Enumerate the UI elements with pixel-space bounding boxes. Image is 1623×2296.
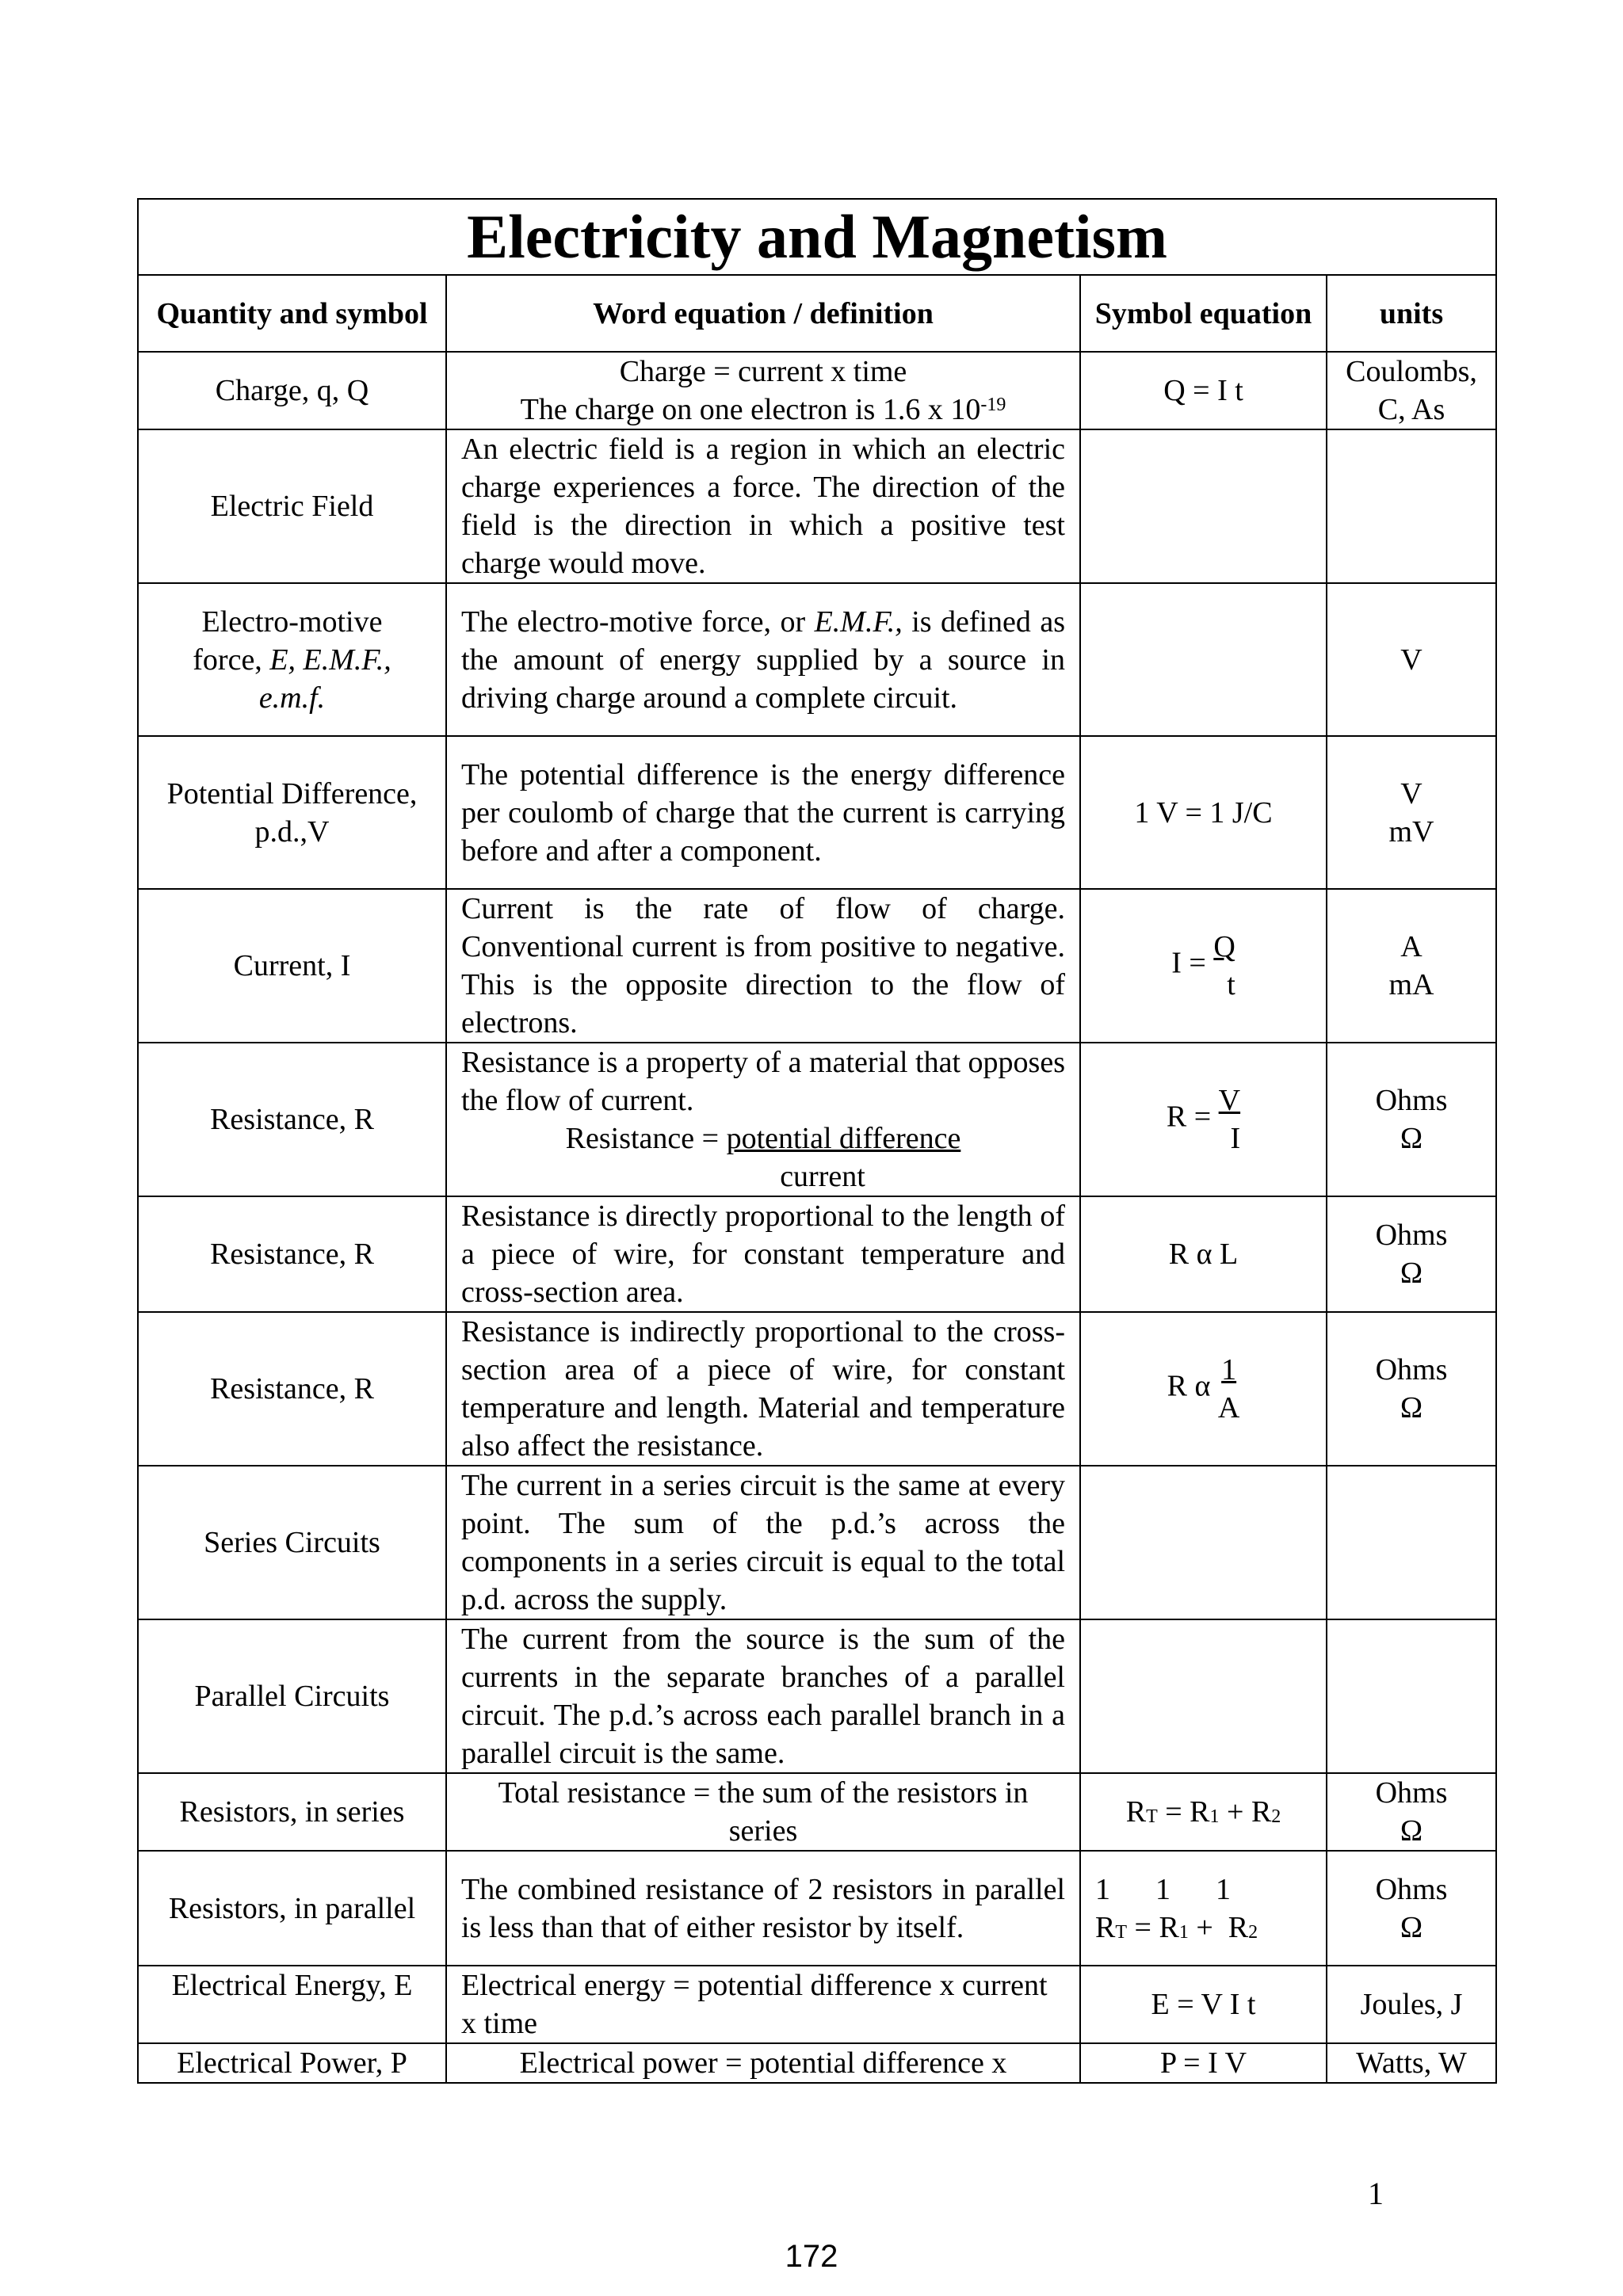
symbol-cell: [1080, 1312, 1327, 1466]
numerator: 1: [1221, 1353, 1237, 1386]
quantity-line: [145, 641, 439, 679]
quantity-cell: Charge, q, Q: [138, 352, 446, 429]
word-cell: An electric field is a region in which an electric charge experiences a force. The direction of the field is the direction in which a positive test charge would move.: [446, 429, 1080, 583]
quantity-line: p.d.,V: [254, 814, 330, 849]
symbol-text: + R: [1188, 1910, 1249, 1944]
word-cell: Electrical energy = potential difference x current x time: [446, 1966, 1080, 2043]
word-line: [461, 1119, 1065, 1158]
units-cell: [1327, 736, 1496, 889]
quantity-cell: Electric Field: [138, 429, 446, 583]
units-line: Ohms: [1375, 1872, 1448, 1906]
table-row: [138, 889, 1496, 1043]
quantity-line: Potential Difference,: [166, 776, 418, 810]
table-row: [138, 429, 1496, 583]
subscript: 1: [1178, 1921, 1189, 1943]
symbol-text: = R: [1157, 1795, 1210, 1829]
word-cell: The potential difference is the energy difference per coulomb of charge that the current is carrying before and after a component.: [446, 736, 1080, 889]
symbol-cell: [1080, 889, 1327, 1043]
symbol-denominators: [1095, 1909, 1319, 1947]
word-line: [461, 391, 1065, 429]
units-cell: [1327, 1851, 1496, 1966]
units-cell: [1327, 1773, 1496, 1851]
symbol-cell: 1 V = 1 J/C: [1080, 736, 1327, 889]
word-text: The charge on one electron is 1.6 x 10: [520, 393, 981, 426]
word-italic: E.M.F.,: [814, 605, 903, 639]
quantity-cell: [138, 736, 446, 889]
word-text: is defined as the amount of energy supplied by a source in driving charge around a complete circuit.: [461, 605, 1066, 715]
symbol-cell: [1080, 429, 1327, 583]
footer-page-number: 172: [785, 2239, 838, 2274]
quantity-cell: Parallel Circuits: [138, 1619, 446, 1773]
symbol-cell: R α L: [1080, 1196, 1327, 1312]
units-cell: [1327, 1196, 1496, 1312]
quantity-cell: Resistance, R: [138, 1312, 446, 1466]
symbol-cell: [1080, 1466, 1327, 1619]
symbol-cell: [1080, 1619, 1327, 1773]
word-cell: [446, 352, 1080, 429]
symbol-lhs: I =: [1171, 946, 1206, 980]
subscript: T: [1115, 1921, 1128, 1943]
header-quantity: Quantity and symbol: [138, 275, 446, 352]
symbol-text: + R: [1219, 1795, 1272, 1829]
symbol-r: R: [1125, 1795, 1147, 1829]
subscript: T: [1146, 1806, 1158, 1827]
units-line: mV: [1388, 814, 1434, 849]
subscript: 1: [1209, 1806, 1220, 1827]
denominator: A: [1217, 1391, 1240, 1425]
symbol-numerators: 1 1 1: [1095, 1872, 1231, 1906]
quantity-cell: Resistors, in series: [138, 1773, 446, 1851]
quantity-cell: Current, I: [138, 889, 446, 1043]
quantity-cell: Series Circuits: [138, 1466, 446, 1619]
quantity-line: e.m.f.: [258, 681, 326, 715]
subscript: 2: [1271, 1806, 1281, 1827]
units-line: C, As: [1377, 393, 1445, 426]
header-symbol-equation: Symbol equation: [1080, 275, 1327, 352]
table-row: [138, 1773, 1496, 1851]
table-row: [138, 1966, 1496, 2043]
exponent: -19: [980, 395, 1006, 415]
fraction: [1218, 1351, 1239, 1427]
units-line: Coulombs,: [1346, 355, 1477, 388]
word-cell: Electrical power = potential difference x: [446, 2043, 1080, 2083]
symbol-r: R: [1095, 1910, 1116, 1944]
units-line: V: [1400, 776, 1423, 810]
word-line: Resistance is a property of a material that opposes the flow of current.: [461, 1046, 1065, 1117]
symbol-cell: [1080, 1773, 1327, 1851]
word-cell: Resistance is directly proportional to the length of a piece of wire, for constant temperature and cross-section area.: [446, 1196, 1080, 1312]
table-row: [138, 1851, 1496, 1966]
quantity-line: Electro-motive: [201, 605, 383, 639]
electricity-magnetism-table: [137, 198, 1497, 2084]
symbol-cell: E = V I t: [1080, 1966, 1327, 2043]
word-cell: The current in a series circuit is the same at every point. The sum of the p.d.’s across the components in a series circuit is equal to the total p.d. across the supply.: [446, 1466, 1080, 1619]
quantity-symbol: E, E.M.F.,: [269, 643, 391, 677]
units-cell: [1327, 1619, 1496, 1773]
units-cell: [1327, 1466, 1496, 1619]
quantity-cell: Resistors, in parallel: [138, 1851, 446, 1966]
units-line: Ω: [1400, 1391, 1423, 1425]
word-line: Charge = current x time: [619, 355, 907, 388]
quantity-text: force,: [193, 643, 262, 677]
table-row: [138, 1312, 1496, 1466]
units-line: Ohms: [1375, 1084, 1448, 1117]
table-row: [138, 736, 1496, 889]
header-word-equation: Word equation / definition: [446, 275, 1080, 352]
symbol-cell: [1080, 1851, 1327, 1966]
fraction: [1213, 928, 1235, 1004]
quantity-cell: Electrical Energy, E: [138, 1966, 446, 2043]
units-cell: [1327, 1312, 1496, 1466]
word-cell: Resistance is indirectly proportional to the cross-section area of a piece of wire, for constant temperature and length. Material and temperature also affect the resistance.: [446, 1312, 1080, 1466]
table-row: [138, 2043, 1496, 2083]
table-row: [138, 1196, 1496, 1312]
units-line: Ω: [1400, 1814, 1423, 1848]
word-cell: The current from the source is the sum of the currents in the separate branches of a parallel circuit. The p.d.’s across each parallel branch in a parallel circuit is the same.: [446, 1619, 1080, 1773]
units-cell: [1327, 352, 1496, 429]
table-row: [138, 1466, 1496, 1619]
units-line: Ω: [1400, 1122, 1423, 1155]
units-cell: Joules, J: [1327, 1966, 1496, 2043]
word-numerator: potential difference: [726, 1122, 961, 1155]
word-text: Resistance =: [565, 1122, 720, 1155]
symbol-cell: Q = I t: [1080, 352, 1327, 429]
symbol-lhs: R =: [1166, 1100, 1212, 1134]
symbol-cell: [1080, 583, 1327, 736]
word-cell: [446, 1043, 1080, 1196]
symbol-lhs: R α: [1167, 1369, 1211, 1403]
header-units: units: [1327, 275, 1496, 352]
units-line: Ohms: [1375, 1219, 1448, 1252]
denominator: t: [1227, 968, 1235, 1001]
units-cell: [1327, 429, 1496, 583]
word-cell: Total resistance = the sum of the resistors in series: [446, 1773, 1080, 1851]
units-cell: V: [1327, 583, 1496, 736]
word-cell: The combined resistance of 2 resistors in parallel is less than that of either resistor by itself.: [446, 1851, 1080, 1966]
units-cell: [1327, 889, 1496, 1043]
numerator: Q: [1213, 930, 1235, 963]
table-title: Electricity and Magnetism: [138, 199, 1496, 275]
quantity-cell: Electrical Power, P: [138, 2043, 446, 2083]
word-cell: [446, 583, 1080, 736]
quantity-cell: [138, 583, 446, 736]
units-cell: [1327, 1043, 1496, 1196]
word-line: current: [780, 1160, 865, 1193]
symbol-cell: [1080, 1043, 1327, 1196]
units-line: Ohms: [1375, 1776, 1448, 1810]
symbol-cell: P = I V: [1080, 2043, 1327, 2083]
word-text: The electro-motive force, or: [461, 605, 806, 639]
units-line: Ω: [1400, 1910, 1423, 1944]
quantity-cell: Resistance, R: [138, 1043, 446, 1196]
units-line: Ω: [1400, 1257, 1423, 1290]
units-line: mA: [1388, 968, 1434, 1001]
word-cell: Current is the rate of flow of charge. Conventional current is from positive to negative. This is the opposite direction to the flow of electrons.: [446, 889, 1080, 1043]
table-row: [138, 1043, 1496, 1196]
numerator: V: [1218, 1084, 1241, 1117]
quantity-cell: Resistance, R: [138, 1196, 446, 1312]
page-number: 1: [1368, 2176, 1384, 2211]
table-row: [138, 1619, 1496, 1773]
units-line: Ohms: [1375, 1353, 1448, 1386]
units-cell: Watts, W: [1327, 2043, 1496, 2083]
table-row: [138, 352, 1496, 429]
denominator: I: [1230, 1122, 1241, 1155]
table-row: [138, 583, 1496, 736]
symbol-text: = R: [1127, 1910, 1179, 1944]
fraction: [1219, 1081, 1240, 1158]
subscript: 2: [1248, 1921, 1258, 1943]
units-line: A: [1400, 930, 1423, 963]
